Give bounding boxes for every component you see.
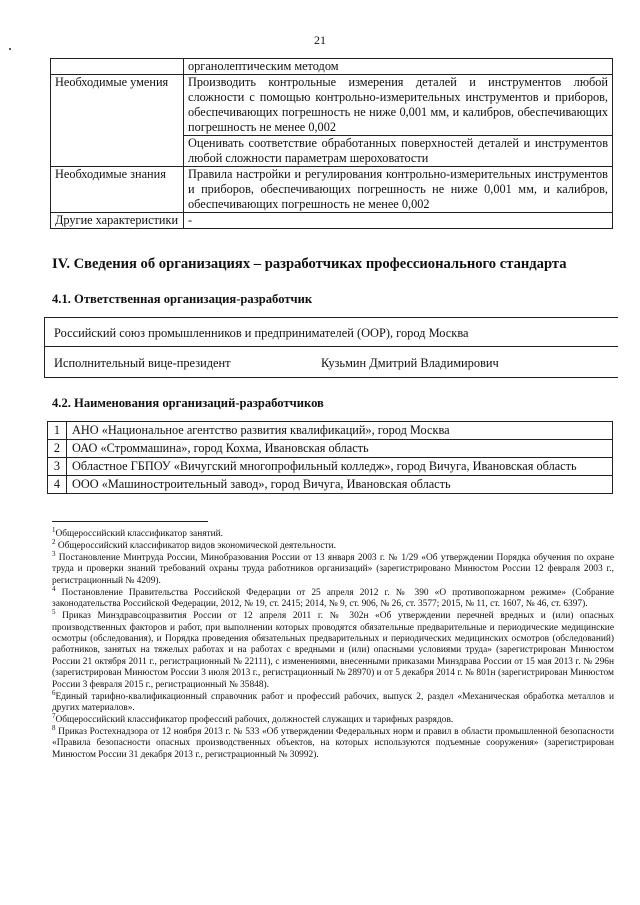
skills-table	[50, 58, 613, 229]
table-cell: Правила настройки и регулирования контрольно-измерительных инструментов и приборов, обеспечивающих погрешность не ниже 0,001 мм, и калибров, обеспечивающих погрешность не менее 0,002	[184, 167, 613, 213]
table-row	[51, 75, 613, 136]
org-number: 3	[48, 458, 67, 476]
table-cell: органолептическим методом	[184, 59, 613, 75]
responsible-org-box	[44, 317, 618, 347]
table-row	[48, 440, 613, 458]
row-label-knowledge: Необходимые знания	[51, 167, 184, 213]
table-row	[48, 458, 613, 476]
table-cell: Производить контрольные измерения деталей и инструментов любой сложности с помощью контрольно-измерительных инструментов и приборов, обеспечивающих погрешность не ниже 0,001 мм, и калибров, обеспечивающих погрешность не менее 0,002	[184, 75, 613, 136]
responsible-person-box	[44, 345, 618, 378]
table-cell: Оценивать соответствие обработанных поверхностей деталей и инструментов любой сложности параметрам шероховатости	[184, 136, 613, 167]
footnote: $^3$ Постановление Минтруда России, Минобразования России от 13 января 2003 г. № 1/29 «Об утверждении Порядка обучения по охране труда и проверки знаний требований охраны труда работников организаций» (зарегистрировано Минюстом России 12 февраля 2003 г., регистрационный № 4209).	[52, 549, 614, 586]
footnote: $^7$Общероссийский классификатор профессий рабочих, должностей служащих и тарифных разрядов.	[52, 711, 454, 726]
table-cell: -	[184, 213, 613, 229]
person-name: Кузьмин Дмитрий Владимирович	[321, 356, 499, 370]
row-label	[51, 59, 184, 75]
footnote: $^6$Единый тарифно-квалификационный справочник работ и профессий рабочих, выпуск 2, раздел «Механическая обработка металлов и других материалов».	[52, 688, 614, 714]
row-label-other: Другие характеристики	[51, 213, 184, 229]
section-title: IV. Сведения об организациях – разработчиках профессионального стандарта	[52, 256, 567, 272]
org-name: ОАО «Строммашина», город Кохма, Ивановская область	[67, 440, 613, 458]
row-label-skills: Необходимые умения	[51, 75, 184, 167]
table-row	[48, 422, 613, 440]
footnote-divider	[52, 521, 208, 522]
table-row	[51, 167, 613, 213]
footnote: $^5$ Приказ Минздравсоцразвития России от 12 апреля 2011 г. № 302н «Об утверждении перечней вредных и (или) опасных производственных факторов и работ, при выполнении которых проводятся обязательные предварительные и периодические медицинские осмотры (обследования), и Порядка проведения обязательных предварительных и периодических медицинских осмотров (обследований) работников, занятых на тяжелых работах и на работах с вредными и (или) опасными условиями труда» (зарегистрирован Минюстом России 21 октября 2011 г., регистрационный № 22111), с изменениями, внесенными приказами Минздрава России от 15 мая 2013 г. № 296н (зарегистрирован Минюстом России 3 июля 2013 г., регистрационный № 28970) и от 5 декабря 2014 г. № 801н (зарегистрирован Минюстом России 3 февраля 2015 г., регистрационный № 35848).	[52, 608, 614, 690]
org-number: 1	[48, 422, 67, 440]
footnote: $^8$ Приказ Ростехнадзора от 12 ноября 2013 г. № 533 «Об утверждении Федеральных норм и правил в области промышленной безопасности «Правила безопасности опасных производственных объектов, на которых используются подъемные сооружения» (зарегистрирован Минюстом России 31 декабря 2013 г., регистрационный № 30992).	[52, 723, 614, 760]
person-position: Исполнительный вице-президент	[54, 356, 231, 370]
table-row	[51, 213, 613, 229]
org-name: АНО «Национальное агентство развития квалификаций», город Москва	[67, 422, 613, 440]
scan-speck	[9, 48, 11, 50]
org-name: ООО «Машиностроительный завод», город Вичуга, Ивановская область	[67, 476, 613, 494]
footnote: $^1$Общероссийский классификатор занятий.	[52, 525, 223, 539]
responsible-org-name: Российский союз промышленников и предпринимателей (ООР), город Москва	[54, 326, 469, 340]
footnote: $^2$ Общероссийский классификатор видов экономической деятельности.	[52, 537, 337, 551]
developer-orgs-table	[47, 421, 613, 494]
subsection-title-responsible-org: 4.1. Ответственная организация-разработчик	[52, 292, 313, 306]
table-row	[51, 59, 613, 75]
footnote: $^4$ Постановление Правительства Российской Федерации от 25 апреля 2012 г. № 390 «О противопожарном режиме» (Собрание законодательства Российской Федерации, 2012, № 19, ст. 2415; 2014, № 9, ст. 906, № 26, ст. 3577; 2015, № 11, ст. 1607, № 46, ст. 6397).	[52, 584, 614, 610]
subsection-title-developer-orgs: 4.2. Наименования организаций-разработчиков	[52, 396, 324, 410]
org-name: Областное ГБПОУ «Вичугский многопрофильный колледж», город Вичуга, Ивановская область	[67, 458, 613, 476]
org-number: 4	[48, 476, 67, 494]
table-row	[48, 476, 613, 494]
org-number: 2	[48, 440, 67, 458]
page-number: 21	[314, 33, 326, 47]
footnotes	[52, 525, 614, 762]
